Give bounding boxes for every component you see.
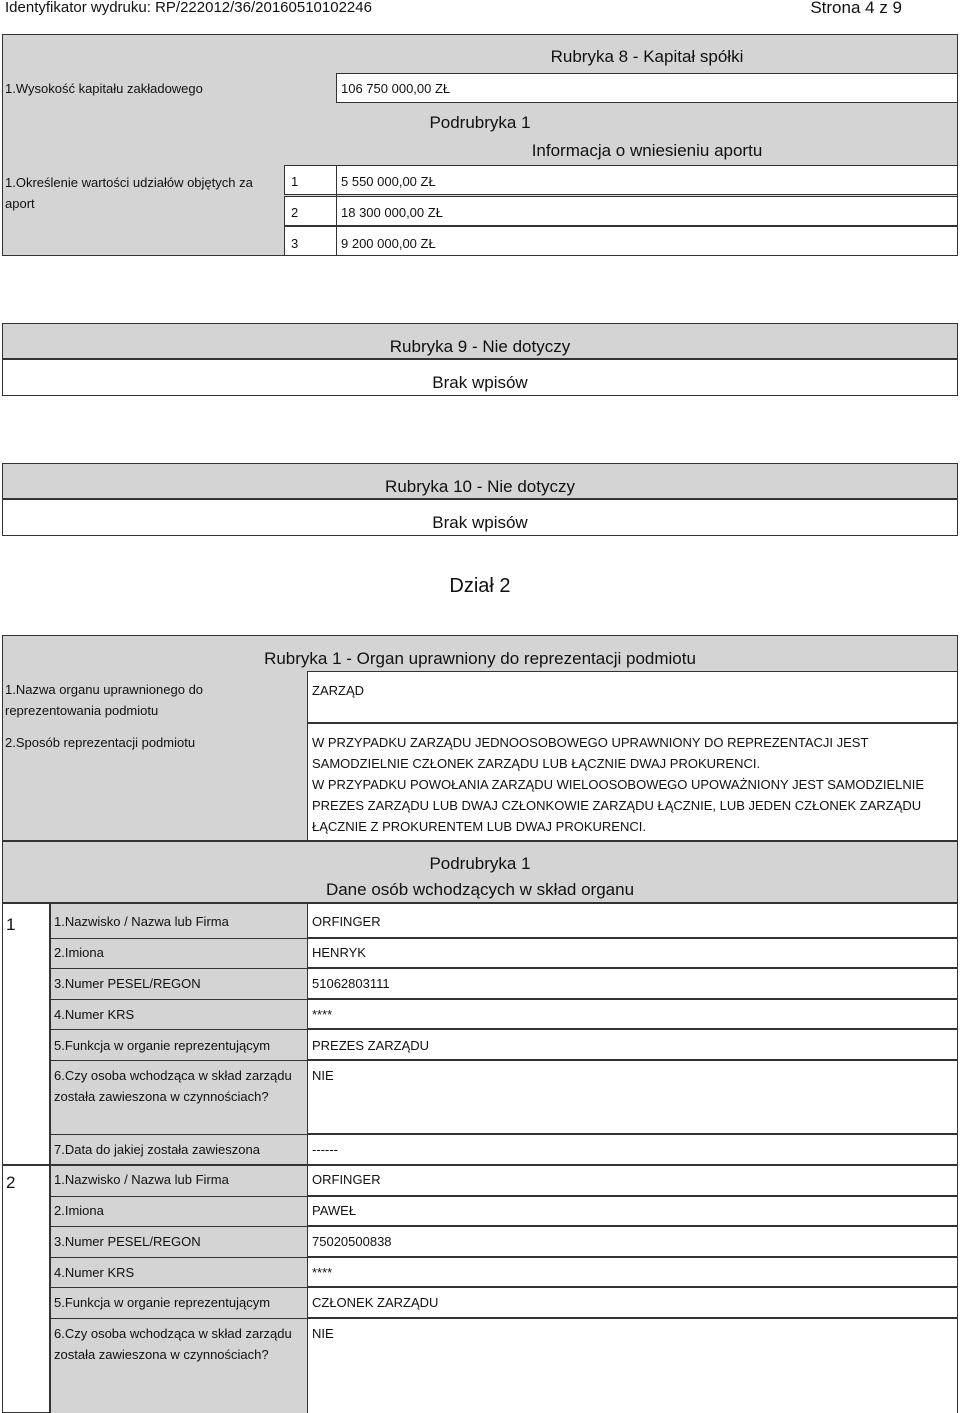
label-imiona: 2.Imiona (54, 1203, 104, 1218)
aport-row-num: 3 (291, 236, 299, 251)
sposob-label: 2.Sposób reprezentacji podmiotu (5, 735, 196, 750)
label-funkcja: 5.Funkcja w organie reprezentującym (54, 1295, 271, 1310)
aport-label: 1.Określenie wartości udziałów objętych za aport (5, 175, 253, 211)
value-cell (307, 903, 958, 938)
capital-label: 1.Wysokość kapitału zakładowego (5, 81, 203, 96)
aport-row-num: 2 (291, 205, 299, 220)
value-data-zawieszenia: ------ (312, 1142, 338, 1157)
label-zawieszona: 6.Czy osoba wchodząca w skład zarządu została zawieszona w czynnościach? (54, 1068, 292, 1104)
value-cell (307, 1060, 958, 1134)
value-cell (307, 1226, 958, 1257)
label-data-zawieszenia: 7.Data do jakiej została zawieszona (54, 1142, 260, 1157)
label-krs: 4.Numer KRS (54, 1007, 135, 1022)
value-krs: **** (312, 1007, 333, 1022)
rubryka-10-title: Rubryka 10 - Nie dotyczy (385, 477, 575, 496)
value-cell (307, 1196, 958, 1226)
rubryka-9-empty: Brak wpisów (432, 373, 528, 392)
value-funkcja: CZŁONEK ZARZĄDU (312, 1295, 439, 1310)
organ-value-cell (307, 671, 958, 723)
value-cell (307, 999, 958, 1029)
value-pesel: 75020500838 (312, 1234, 392, 1249)
aport-row-value: 18 300 000,00 ZŁ (341, 205, 443, 220)
value-imiona: HENRYK (312, 945, 366, 960)
label-pesel: 3.Numer PESEL/REGON (54, 976, 201, 991)
label-imiona: 2.Imiona (54, 945, 104, 960)
rubryka-9-title: Rubryka 9 - Nie dotyczy (389, 337, 571, 356)
label-pesel: 3.Numer PESEL/REGON (54, 1234, 201, 1249)
value-imiona: PAWEŁ (312, 1203, 357, 1218)
label-krs: 4.Numer KRS (54, 1265, 135, 1280)
person-number-cell (2, 903, 50, 1165)
value-nazwisko: ORFINGER (312, 914, 381, 929)
sposob-value: W PRZYPADKU ZARZĄDU JEDNOOSOBOWEGO UPRAWNIONY DO REPREZENTACJI JEST SAMODZIELNIE CZŁONEK ZARZĄDU LUB ŁĄCZNIE DWAJ PROKURENCI. W PRZYPADKU POWOŁANIA ZARZĄDU WIELOOSOBOWEGO UPOWAŻNIONY JEST SAMODZIELNIE PREZES ZARZĄDU LUB DWAJ CZŁONKOWIE ZARZĄDU ŁĄCZNIE, LUB JEDEN CZŁONEK ZARZĄDU ŁĄCZNIE Z PROKURENTEM LUB DWAJ PROKURENCI. (312, 735, 925, 834)
label-nazwisko: 1.Nazwisko / Nazwa lub Firma (54, 1172, 229, 1187)
person-number: 1 (6, 915, 16, 934)
label-zawieszona: 6.Czy osoba wchodząca w skład zarządu została zawieszona w czynnościach? (54, 1326, 292, 1362)
value-cell (307, 1257, 958, 1287)
rubryka-10-empty: Brak wpisów (432, 513, 528, 532)
label-funkcja: 5.Funkcja w organie reprezentującym (54, 1038, 271, 1053)
rubryka-8-title: Rubryka 8 - Kapitał spółki (550, 47, 744, 66)
value-funkcja: PREZES ZARZĄDU (312, 1038, 430, 1053)
organ-label: 1.Nazwa organu uprawnionego do reprezentowania podmiotu (5, 682, 204, 718)
organ-value: ZARZĄD (312, 683, 364, 698)
aport-row-value: 9 200 000,00 ZŁ (341, 236, 436, 251)
value-cell (307, 1165, 958, 1196)
persons-subsection-title: Podrubryka 1 (429, 854, 531, 873)
label-nazwisko: 1.Nazwisko / Nazwa lub Firma (54, 914, 229, 929)
aport-row-value: 5 550 000,00 ZŁ (341, 174, 436, 189)
value-zawieszona: NIE (312, 1326, 334, 1341)
value-cell (307, 1318, 958, 1413)
aport-row-num: 1 (291, 174, 299, 189)
capital-value: 106 750 000,00 ZŁ (341, 81, 451, 96)
document-id: Identyfikator wydruku: RP/222012/36/20160510102246 (5, 0, 372, 16)
value-cell (307, 938, 958, 968)
person-number-cell (2, 1165, 50, 1413)
value-cell (307, 1134, 958, 1165)
section-title: Dział 2 (449, 575, 511, 597)
value-zawieszona: NIE (312, 1068, 334, 1083)
rubryka-1-title: Rubryka 1 - Organ uprawniony do reprezentacji podmiotu (264, 649, 696, 668)
value-krs: **** (312, 1265, 333, 1280)
value-nazwisko: ORFINGER (312, 1172, 381, 1187)
aport-subsection-subtitle: Informacja o wniesieniu aportu (531, 141, 763, 160)
value-pesel: 51062803111 (312, 976, 390, 991)
aport-subsection-title: Podrubryka 1 (429, 113, 531, 132)
person-number: 2 (6, 1173, 16, 1192)
page-number: Strona 4 z 9 (810, 0, 902, 17)
value-cell (307, 968, 958, 999)
persons-subsection-subtitle: Dane osób wchodzących w skład organu (325, 880, 635, 899)
